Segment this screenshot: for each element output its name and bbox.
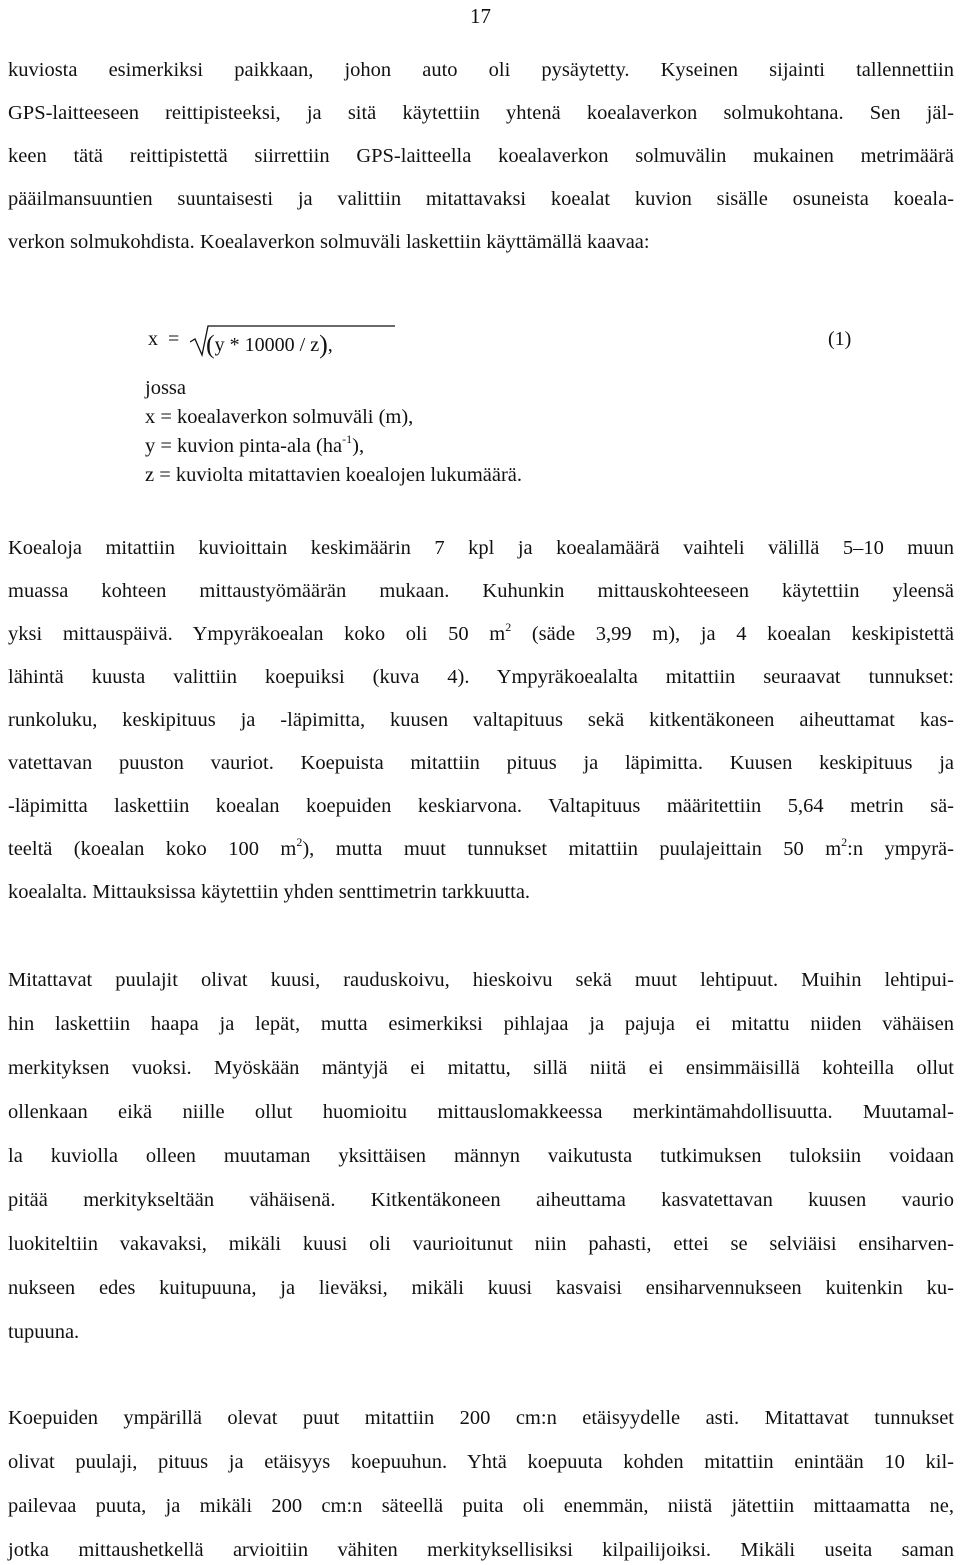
definition-y: y = kuvion pinta-ala $(ha^{-1})$,: [145, 432, 365, 457]
para2-line: yksi mittauspäivä. Ympyräkoealan koko oli 50 $m^2$ (säde 3,99 m), ja 4 koealan keskipistettä: [8, 620, 955, 645]
equation-number: (1): [828, 328, 852, 350]
para3-line: luokiteltiin vakavaksi, mikäli kuusi oli vaurioitunut niin pahasti, ettei se selviäisi ensiharven-: [8, 1233, 954, 1255]
para2-line: -läpimitta laskettiin koealan koepuiden keskiarvona. Valtapituus määritettiin 5,64 metrin sä-: [8, 795, 954, 817]
para2-line: koealalta. Mittauksissa käytettiin yhden senttimetrin tarkkuutta.: [8, 881, 531, 903]
para4-line: jotka mittaushetkellä arvioitiin vähiten merkityksellisiksi kilpailijoiksi. Mikäli useita saman: [8, 1539, 954, 1561]
para1-line: GPS-laitteeseen reittipisteeksi, ja sitä käytettiin yhtenä koealaverkon solmukohtana. Sen jäl-: [8, 102, 954, 124]
para2-line: lähintä kuusta valittiin koepuiksi (kuva 4). Ympyräkoealalta mitattiin seuraavat tunnukset:: [8, 666, 954, 688]
para2-line: Koealoja mitattiin kuvioittain keskimäärin 7 kpl ja koealamäärä vaihteli välillä 5–10 muun: [8, 537, 954, 559]
definition-x: x = koealaverkon solmuväli (m),: [145, 406, 414, 428]
formula-lhs: x: [148, 328, 158, 350]
para2-line: runkoluku, keskipituus ja -läpimitta, kuusen valtapituus sekä kitkentäkoneen aiheuttamat kas-: [8, 709, 954, 731]
para3-line: tupuuna.: [8, 1321, 80, 1343]
para4-line: Koepuiden ympärillä olevat puut mitattiin 200 cm:n etäisyydelle asti. Mitattavat tunnukset: [8, 1407, 954, 1429]
para1-line: pääilmansuuntien suuntaisesti ja valittiin mitattavaksi koealat kuvion sisälle osuneista koeala-: [8, 188, 954, 210]
para1-line: keen tätä reittipistettä siirrettiin GPS-laitteella koealaverkon solmuvälin mukainen metrimäärä: [8, 145, 954, 167]
para3-line: la kuviolla olleen muutaman yksittäisen männyn vaikutusta tutkimuksen tuloksiin voidaan: [8, 1145, 954, 1167]
para3-line: hin laskettiin haapa ja lepät, mutta esimerkiksi pihlajaa ja pajuja ei mitattu niiden vähäisen: [8, 1013, 954, 1035]
para2-line: muassa kohteen mittaustyömäärän mukaan. Kuhunkin mittauskohteeseen käytettiin yleensä: [8, 580, 954, 602]
definition-z: z = kuviolta mitattavien koealojen lukumäärä.: [145, 464, 523, 486]
para2-line: teeltä (koealan koko 100 $m^2$), mutta muut tunnukset mitattiin puulajeittain 50 $m^2:n$ ympyrä-: [8, 835, 954, 860]
page-number: 17: [470, 4, 491, 28]
formula-equals: =: [168, 328, 180, 350]
para3-line: nukseen edes kuitupuuna, ja lieväksi, mikäli kuusi kasvaisi ensiharvennukseen kuitenkin ku-: [8, 1277, 954, 1299]
para4-line: olivat puulaji, pituus ja etäisyys koepuuhun. Yhtä koepuuta kohden mitattiin enintään 10 kil-: [8, 1451, 954, 1473]
para1-line: kuviosta esimerkiksi paikkaan, johon auto oli pysäytetty. Kyseinen sijainti tallennettiin: [8, 59, 954, 81]
para3-line: pitää merkitykseltään vähäisenä. Kitkentäkoneen aiheuttama kasvatettavan kuusen vaurio: [8, 1189, 954, 1211]
formula-expression: (y * 10000 / z),: [206, 330, 333, 359]
para3-line: Mitattavat puulajit olivat kuusi, rauduskoivu, hieskoivu sekä muut lehtipuut. Muihin lehtipui-: [8, 969, 954, 991]
definition-intro: jossa: [145, 377, 186, 399]
para3-line: ollenkaan eikä niille ollut huomioitu mittauslomakkeessa merkintämahdollisuutta. Muutamal-: [8, 1101, 954, 1123]
para4-line: pailevaa puuta, ja mikäli 200 cm:n säteellä puita oli enemmän, niistä jätettiin mittaamatta ne,: [8, 1495, 954, 1517]
para3-line: merkityksen vuoksi. Myöskään mäntyjä ei mitattu, sillä niitä ei ensimmäisillä kohteilla ollut: [8, 1057, 954, 1079]
para1-line: verkon solmukohdista. Koealaverkon solmuväli laskettiin käyttämällä kaavaa:: [8, 231, 650, 253]
para2-line: vatettavan puuston vauriot. Koepuista mitattiin pituus ja läpimitta. Kuusen keskipituus ja: [8, 752, 954, 774]
